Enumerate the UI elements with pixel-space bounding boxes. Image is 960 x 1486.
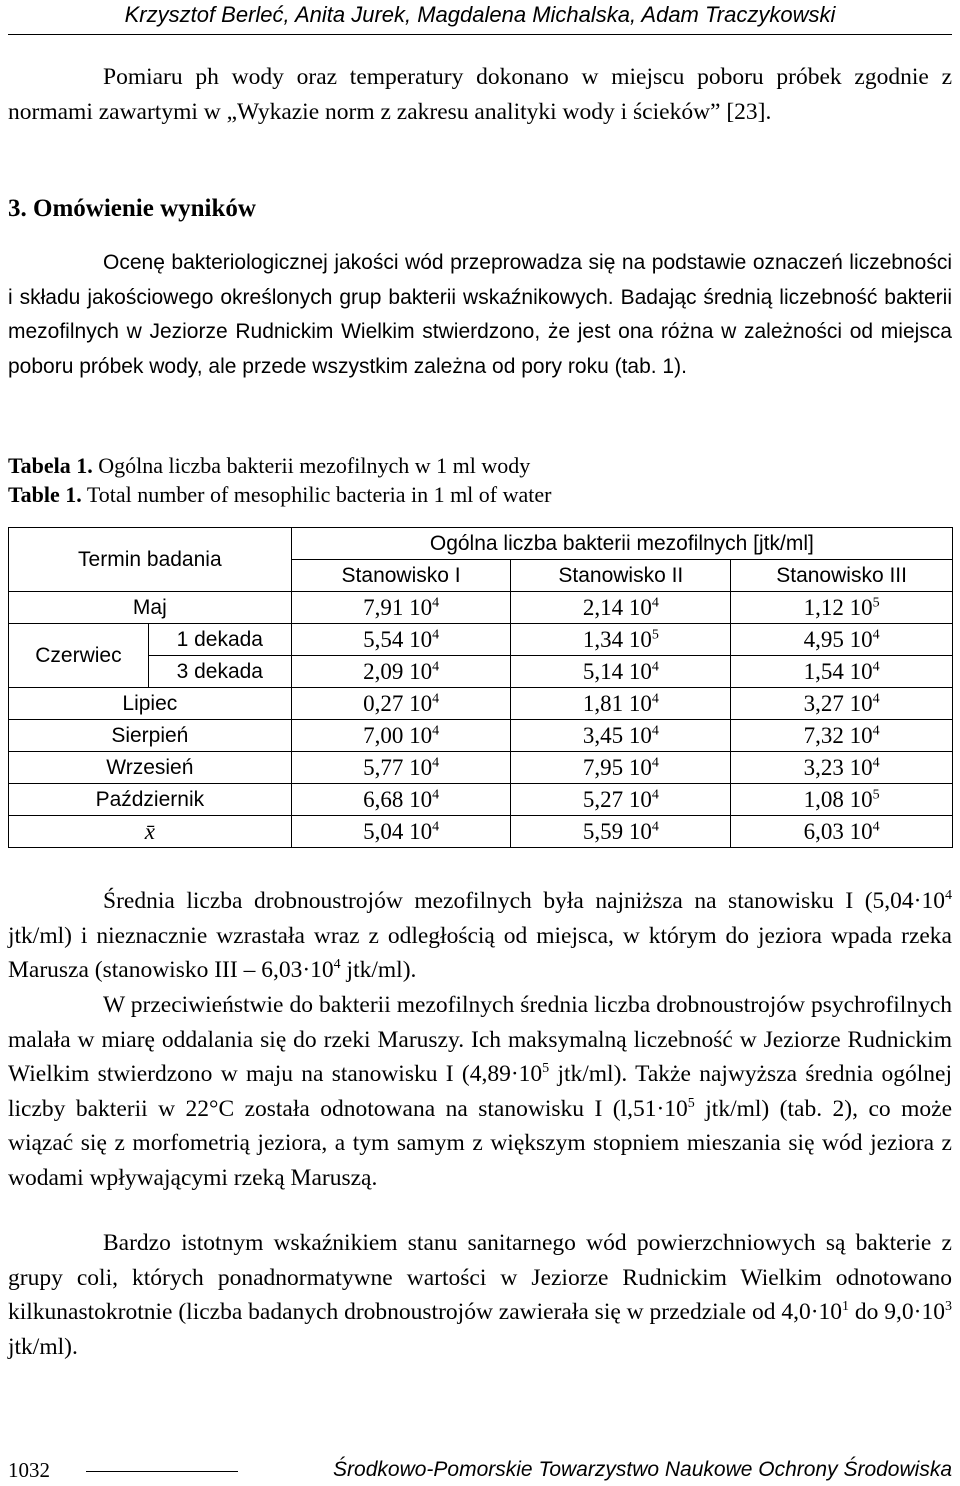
paragraph-psychrophilic: W przeciwieństwie do bakterii mezofilnych średnia liczba drobnoustrojów psychrofilnych malała w miarę oddalania się do rzeki Maruszy. Ich maksymalną liczebność w Jeziorze Rudnickim Wielkim stwierdzono w maju na stanowisku I ($4,89\cdot 10^5$ jtk/ml). Także najwyższa średnia ogólnej liczby bakterii w 22°C została odnotowana na stanowisku I ($l,51\cdot 10^5$ jtk/ml) (tab. 2), co może wiązać się z morfometrią jeziora, a tym samym z większym stopniem mieszania się wód jeziora z wodami wpływającymi rzeką Maruszą. [8,992,952,1191]
row-label: 3 dekada [148,656,291,688]
table-caption-pl-text: Ogólna liczba bakterii mezofilnych w 1 ml wody [98,453,531,478]
paragraph-coli: Bardzo istotnym wskaźnikiem stanu sanitarnego wód powierzchniowych są bakterie z grupy coli, których ponadnormatywne wartości w Jeziorze Rudnickim Wielkim odnotowano kilkunastokrotnie (liczba badanych drobnoustrojów zawierała się w przedziale od $4,0\cdot 10^1$ do $9,0\cdot 10^3$ jtk/ml). [8,1230,952,1360]
row-label: Lipiec [9,688,292,720]
table-row [9,752,953,784]
cell-value: 5,14 $10^4$ [511,656,731,688]
cell-value: 7,91 $10^4$ [291,592,511,624]
table-caption-pl-label: Tabela 1. [8,453,93,478]
cell-value: 1,54 $10^4$ [731,656,953,688]
cell-value: 4,95 $10^4$ [731,624,953,656]
cell-value: 1,34 $10^5$ [511,624,731,656]
row-label: Sierpień [9,720,292,752]
running-header: Krzysztof Berleć, Anita Jurek, Magdalena Michalska, Adam Traczykowski [8,0,952,35]
cell-value: 1,08 $10^5$ [731,784,953,816]
cell-value: 5,77 $10^4$ [291,752,511,784]
header-stanowisko-1: Stanowisko I [291,560,511,592]
cell-value: 6,68 $10^4$ [291,784,511,816]
table-row [9,816,953,848]
table-row [9,592,953,624]
header-group: Ogólna liczba bakterii mezofilnych [jtk/ml] [291,528,952,560]
cell-value: 7,95 $10^4$ [511,752,731,784]
header-term: Termin badania [9,528,292,592]
cell-value: 3,27 $10^4$ [731,688,953,720]
table-row [9,656,953,688]
cell-value: 7,32 $10^4$ [731,720,953,752]
cell-value: 5,27 $10^4$ [511,784,731,816]
table-row [9,688,953,720]
cell-value: 0,27 $10^4$ [291,688,511,720]
header-stanowisko-3: Stanowisko III [731,560,953,592]
footer-rule [86,1471,238,1472]
cell-value: 2,09 $10^4$ [291,656,511,688]
section-heading: 3. Omówienie wyników [8,195,256,222]
page-footer [8,1458,952,1486]
row-label: 1 dekada [148,624,291,656]
cell-value: 6,03 $10^4$ [731,816,953,848]
cell-value: 2,14 $10^4$ [511,592,731,624]
results-paragraph: Ocenę bakteriologicznej jakości wód przeprowadza się na podstawie oznaczeń liczebności i składu jakościowego określonych grup bakterii wskaźnikowych. Badając średnią liczebność bakterii mezofilnych w Jeziorze Rudnickim Wielkim stwierdzono, że jest ona różna w zależności od miejsca poboru próbek wody, ale przede wszystkim zależna od pory roku (tab. 1). [8,251,952,378]
row-label: Maj [9,592,292,624]
intro-paragraph: Pomiaru ph wody oraz temperatury dokonano w miejscu poboru próbek zgodnie z normami zawartymi w „Wykazie norm z zakresu analityki wody i ścieków” [23]. [8,64,952,125]
cell-value: 3,23 $10^4$ [731,752,953,784]
row-label-mean: x̄ [9,816,292,848]
row-label: Wrzesień [9,752,292,784]
page-number: 1032 [8,1458,50,1482]
table-caption-en-text: Total number of mesophilic bacteria in 1 ml of water [86,482,552,507]
table-row [9,624,953,656]
cell-value: 7,00 $10^4$ [291,720,511,752]
cell-value: 5,04 $10^4$ [291,816,511,848]
row-label: Październik [9,784,292,816]
table-row [9,784,953,816]
paragraph-mesophilic: Średnia liczba drobnoustrojów mezofilnych była najniższa na stanowisku I ($5,04\cdot 10^4$ jtk/ml) i nieznacznie wzrastała wraz z odległością od miejsca, w którym do jeziora wpada rzeka Marusza (stanowisko III – $6,03\cdot 10^4$ jtk/ml). [8,888,952,983]
row-group-czerwiec: Czerwiec [9,624,149,688]
bacteria-table [8,527,953,848]
header-stanowisko-2: Stanowisko II [511,560,731,592]
cell-value: 3,45 $10^4$ [511,720,731,752]
journal-name: Środkowo-Pomorskie Towarzystwo Naukowe Ochrony Środowiska [333,1458,952,1481]
cell-value: 1,81 $10^4$ [511,688,731,720]
table-caption-en [8,480,551,509]
table-caption-pl [8,451,530,480]
cell-value: 1,12 $10^5$ [731,592,953,624]
table-header-row [9,528,953,560]
table-row [9,720,953,752]
table-caption-en-label: Table 1. [8,482,82,507]
cell-value: 5,54 $10^4$ [291,624,511,656]
cell-value: 5,59 $10^4$ [511,816,731,848]
